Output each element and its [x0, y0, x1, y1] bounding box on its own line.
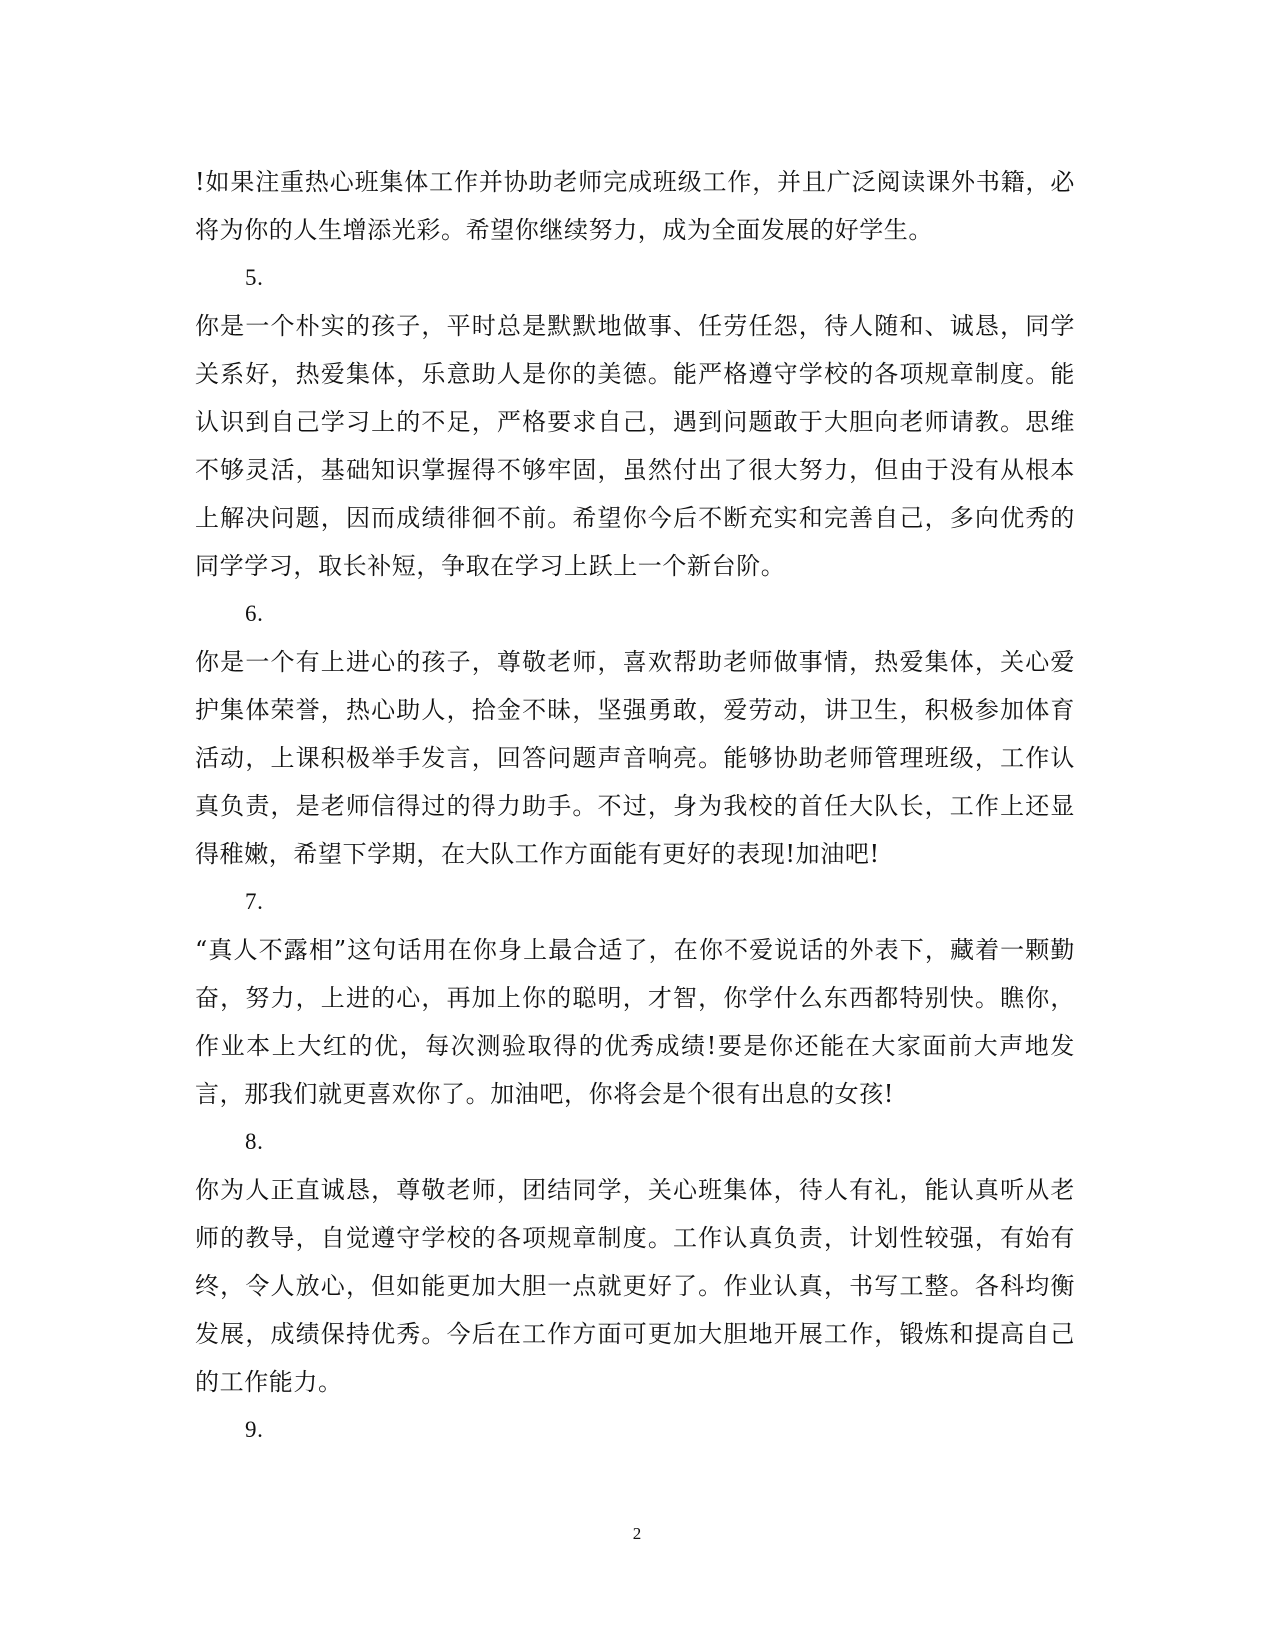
item-number-6: 6.	[245, 601, 264, 626]
page-number: 2	[632, 1524, 642, 1543]
item-number-7: 7.	[245, 889, 264, 914]
paragraph-comment-8: 你为人正直诚恳，尊敬老师，团结同学，关心班集体，待人有礼，能认真听从老师的教导，自觉遵守学校的各项规章制度。工作认真负责，计划性较强，有始有终，令人放心，但如能更加大胆一点就更好了。作业认真，书写工整。各科均衡发展，成绩保持优秀。今后在工作方面可更加大胆地开展工作，锻炼和提高自己的工作能力。	[195, 1176, 1075, 1396]
item-number-9: 9.	[245, 1417, 264, 1442]
paragraph-comment-7: “真人不露相”这句话用在你身上最合适了，在你不爱说话的外表下，藏着一颗勤奋，努力，上进的心，再加上你的聪明，才智，你学什么东西都特别快。瞧你，作业本上大红的优，每次测验取得的优秀成绩!要是你还能在大家面前大声地发言，那我们就更喜欢你了。加油吧，你将会是个很有出息的女孩!	[195, 936, 1075, 1108]
item-number-5: 5.	[245, 265, 264, 290]
paragraph-comment-6: 你是一个有上进心的孩子，尊敬老师，喜欢帮助老师做事情，热爱集体，关心爱护集体荣誉，热心助人，拾金不昧，坚强勇敢，爱劳动，讲卫生，积极参加体育活动，上课积极举手发言，回答问题声音响亮。能够协助老师管理班级，工作认真负责，是老师信得过的得力助手。不过，身为我校的首任大队长，工作上还显得稚嫩，希望下学期，在大队工作方面能有更好的表现!加油吧!	[195, 648, 1075, 868]
item-number-8: 8.	[245, 1129, 264, 1154]
paragraph-intro: !如果注重热心班集体工作并协助老师完成班级工作，并且广泛阅读课外书籍，必将为你的人生增添光彩。希望你继续努力，成为全面发展的好学生。	[195, 168, 1075, 244]
document-body	[195, 158, 1075, 1454]
paragraph-comment-5: 你是一个朴实的孩子，平时总是默默地做事、任劳任怨，待人随和、诚恳，同学关系好，热爱集体，乐意助人是你的美德。能严格遵守学校的各项规章制度。能认识到自己学习上的不足，严格要求自己，遇到问题敢于大胆向老师请教。思维不够灵活，基础知识掌握得不够牢固，虽然付出了很大努力，但由于没有从根本上解决问题，因而成绩徘徊不前。希望你今后不断充实和完善自己，多向优秀的同学学习，取长补短，争取在学习上跃上一个新台阶。	[195, 312, 1075, 580]
